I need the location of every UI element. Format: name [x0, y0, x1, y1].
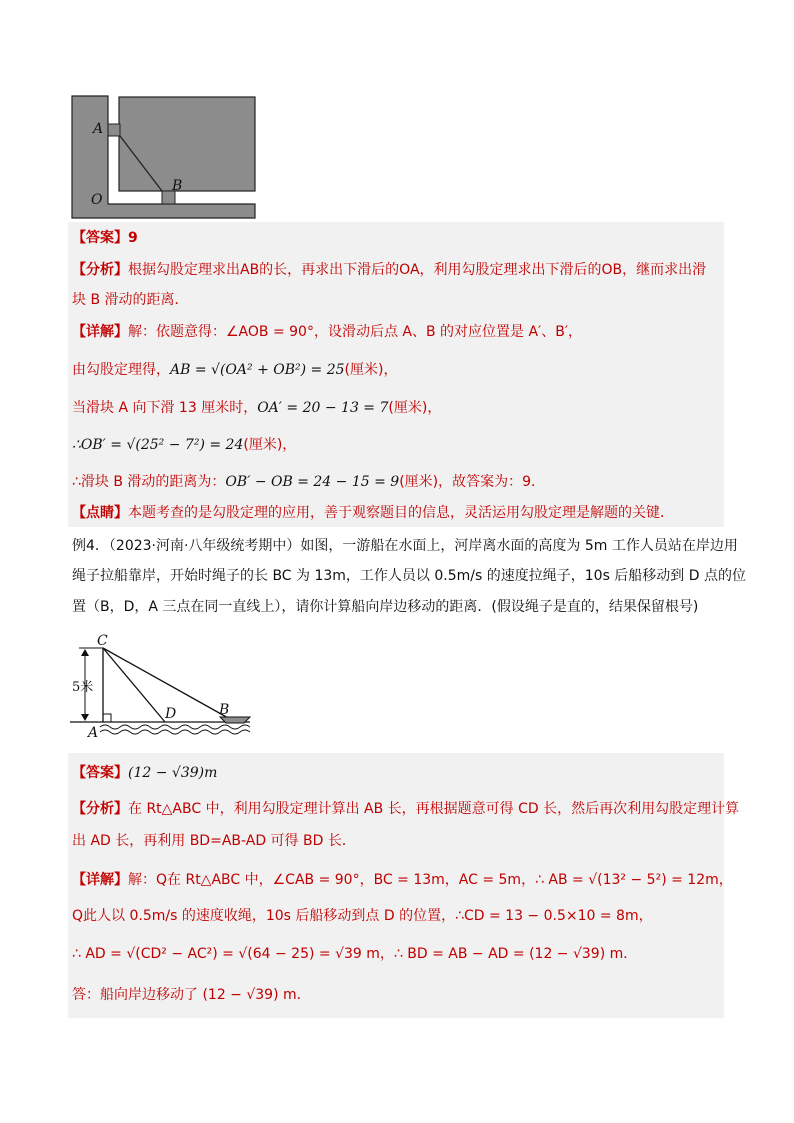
- answer-tag: 【答案】: [72, 765, 128, 781]
- formula: OA′ = 20 − 13 = 7: [257, 400, 389, 416]
- detail-line-3: [72, 397, 441, 419]
- answer-line-1: [72, 227, 138, 249]
- answer-value: (12 − √39)m: [128, 765, 218, 781]
- point-c-label: C: [97, 633, 108, 649]
- analysis-line-4: 出 AD 长，再利用 BD=AB-AD 可得 BD 长．: [72, 833, 356, 849]
- detail-line-1: [72, 321, 582, 343]
- analysis-line-2: 块 B 滑动的距离．: [72, 292, 189, 308]
- question-line-3: 置（B，D，A 三点在同一直线上），请你计算船向岸边移动的距离．(假设绳子是直的，结果保留根号): [72, 599, 699, 615]
- analysis-text: 根据勾股定理求出AB的长，再求出下滑后的OA，利用勾股定理求出下滑后的OB，继而求出滑: [128, 262, 707, 278]
- detail-tag: 【详解】: [72, 872, 128, 888]
- answer-tag: 【答案】: [72, 230, 128, 246]
- unit-text: (厘米)，: [388, 400, 442, 416]
- detail-text: 解：Q在 Rt△ABC 中，∠CAB = 90°，BC = 13m，AC = 5m，∴ AB = √(13² − 5²) = 12m，: [128, 872, 733, 888]
- answer-value: 9: [128, 230, 138, 246]
- comment-tag: 【点睛】: [72, 505, 128, 521]
- formula: OB′ − OB = 24 − 15 = 9: [225, 474, 400, 490]
- answer-line-2: [72, 762, 217, 784]
- analysis-line-1: [72, 259, 706, 281]
- detail-line-2: [72, 359, 397, 381]
- detail-line-5: [72, 471, 545, 493]
- point-b-label: B: [219, 702, 230, 718]
- comment-line: [72, 502, 674, 524]
- point-b-label: B: [172, 178, 183, 194]
- unit-text: (厘米)，故答案为：9．: [399, 474, 546, 490]
- analysis-text: 在 Rt△ABC 中，利用勾股定理计算出 AB 长，再根据题意可得 CD 长，然后再次利用勾股定理计算: [128, 801, 740, 817]
- analysis-line-3: [72, 798, 739, 820]
- analysis-tag: 【分析】: [72, 262, 128, 278]
- unit-text: (厘米)，: [344, 362, 398, 378]
- question-line-1: 例4．（2023·河南·八年级统考期中）如图，一游船在水面上，河岸离水面的高度为 5m 工作人员站在岸边用: [72, 538, 738, 554]
- question-line-2: 绳子拉船靠岸，开始时绳子的长 BC 为 13m，工作人员以 0.5m/s 的速度拉绳子，10s 后船移动到 D 点的位: [72, 568, 746, 584]
- point-o-label: O: [91, 192, 103, 208]
- point-d-label: D: [165, 706, 177, 722]
- detail-line-7: Q此人以 0.5m/s 的速度收绳，10s 后船移动到点 D 的位置，∴CD = 13 − 0.5×10 = 8m，: [72, 908, 653, 924]
- detail-text: 由勾股定理得，: [72, 362, 170, 378]
- formula: AB = √(OA² + OB²) = 25: [170, 362, 345, 378]
- slider-figure: [70, 94, 260, 222]
- detail-line-6: [72, 869, 733, 891]
- boat-figure: [70, 630, 260, 740]
- detail-line-8: ∴ AD = √(CD² − AC²) = √(64 − 25) = √39 m，∴ BD = AB − AD = (12 − √39) m．: [72, 946, 638, 962]
- point-a-label: A: [93, 121, 104, 137]
- unit-text: (厘米)，: [243, 437, 297, 453]
- detail-line-4: [72, 434, 296, 456]
- comment-text: 本题考查的是勾股定理的应用，善于观察题目的信息，灵活运用勾股定理是解题的关键．: [128, 505, 674, 521]
- detail-tag: 【详解】: [72, 324, 128, 340]
- detail-text: 当滑块 A 向下滑 13 厘米时，: [72, 400, 258, 416]
- point-a-label: A: [88, 725, 99, 740]
- detail-text: ∴滑块 B 滑动的距离为：: [72, 474, 226, 490]
- formula: ∴OB′ = √(25² − 7²) = 24: [72, 437, 244, 453]
- height-label: 5米: [72, 680, 94, 695]
- analysis-tag: 【分析】: [72, 801, 128, 817]
- final-answer-line: 答：船向岸边移动了 (12 − √39) m．: [72, 987, 311, 1003]
- detail-text: 解：依题意得：∠AOB = 90°，设滑动后点 A、B 的对应位置是 A′、B′，: [128, 324, 583, 340]
